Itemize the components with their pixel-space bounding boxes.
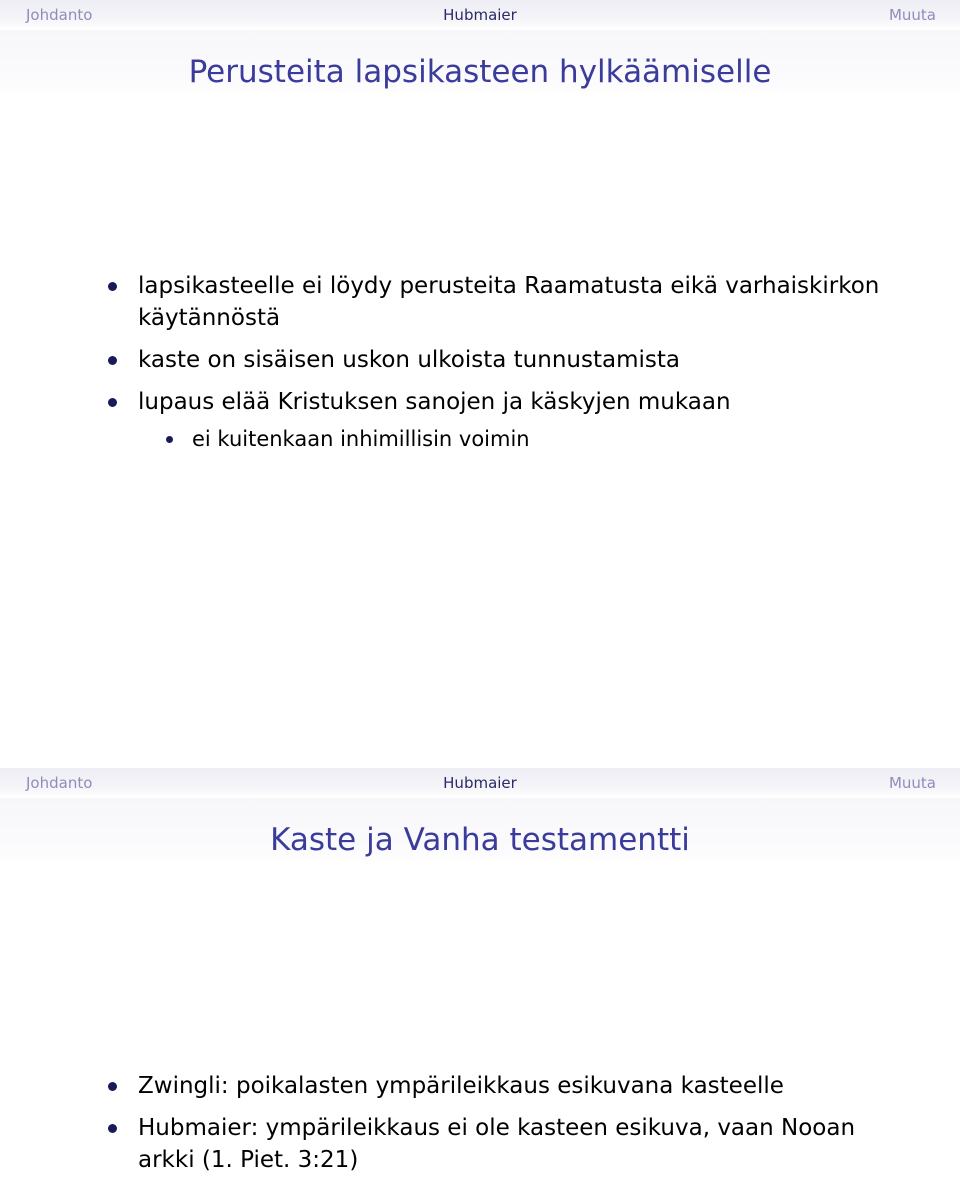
sub-bullet-item xyxy=(166,424,908,454)
sub-bullet-list xyxy=(166,424,908,454)
bullet-item xyxy=(108,270,908,334)
bullet-text: lupaus elää Kristuksen sanojen ja käskyjen mukaan xyxy=(138,389,731,415)
bullet-text: Zwingli: poikalasten ympärileikkaus esikuvana kasteelle xyxy=(138,1073,784,1099)
bullet-list xyxy=(108,270,908,464)
bullet-item xyxy=(108,344,908,376)
bullet-text: Hubmaier: ympärileikkaus ei ole kasteen esikuva, vaan Nooan arkki (1. Piet. 3:21) xyxy=(138,1115,856,1173)
nav-link-hubmaier[interactable]: Hubmaier xyxy=(443,774,517,792)
bullet-dot-icon xyxy=(108,356,117,365)
slide-2 xyxy=(0,768,960,1183)
nav-link-hubmaier[interactable]: Hubmaier xyxy=(443,6,517,24)
bullet-dot-icon xyxy=(108,1124,117,1133)
nav-link-johdanto[interactable]: Johdanto xyxy=(26,6,93,24)
slide-title: Kaste ja Vanha testamentti xyxy=(270,822,690,858)
bullet-dot-icon xyxy=(108,1082,117,1091)
bullet-item xyxy=(108,1070,908,1102)
nav-link-muuta[interactable]: Muuta xyxy=(888,774,936,792)
bullet-dot-icon xyxy=(108,398,117,407)
bullet-item xyxy=(108,1112,908,1176)
bullet-text: kaste on sisäisen uskon ulkoista tunnustamista xyxy=(138,347,680,373)
sub-bullet-dot-icon xyxy=(166,436,173,443)
navigation-bar xyxy=(0,768,960,798)
bullet-item xyxy=(108,386,908,454)
nav-link-muuta[interactable]: Muuta xyxy=(888,6,936,24)
bullet-list xyxy=(108,1070,908,1186)
nav-link-johdanto[interactable]: Johdanto xyxy=(26,774,93,792)
bullet-dot-icon xyxy=(108,282,117,291)
sub-bullet-text: ei kuitenkaan inhimillisin voimin xyxy=(192,427,530,451)
navigation-bar xyxy=(0,0,960,30)
slide-title: Perusteita lapsikasteen hylkäämiselle xyxy=(188,54,772,90)
bullet-text: lapsikasteelle ei löydy perusteita Raamatusta eikä varhaiskirkon käytännöstä xyxy=(138,273,880,331)
